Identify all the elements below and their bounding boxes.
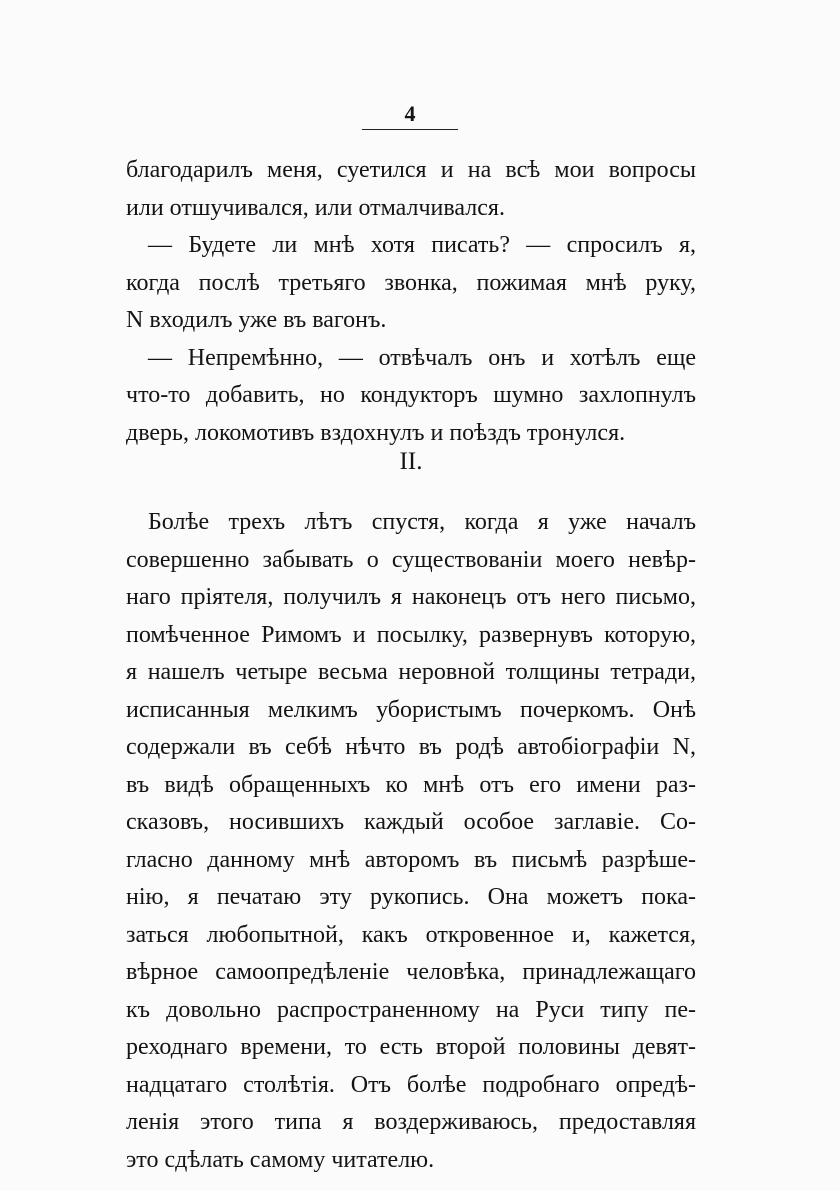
text-line: сказовъ, носившихъ каждый особое заглавіе. Со-: [126, 809, 696, 835]
page-number: 4: [404, 101, 416, 126]
text-line: — Будете ли мнѣ хотя писать? — спросилъ я,: [148, 232, 696, 258]
text-line: содержали въ себѣ нѣчто въ родѣ автобіографіи N,: [126, 734, 696, 760]
text-line: реходнаго времени, то есть второй половины девят-: [126, 1034, 696, 1060]
text-line: что-то добавить, но кондукторъ шумно захлопнулъ: [126, 382, 696, 408]
text-line: заться любопытной, какъ откровенное и, кажется,: [126, 921, 696, 948]
text-line: или отшучивался, или отмалчивался.: [126, 194, 505, 221]
text-line: благодарилъ меня, суетился и на всѣ мои вопросы: [126, 157, 696, 183]
text-line: помѣченное Римомъ и посылку, развернувъ которую,: [126, 621, 696, 648]
page-number-rule: [362, 129, 458, 130]
text-line: къ довольно распространенному на Руси типу пе-: [126, 996, 696, 1023]
text-line: дверь, локомотивъ вздохнулъ и поѣздъ тронулся.: [126, 419, 626, 446]
text-block-1: [126, 152, 696, 452]
text-line: ленія этого типа я воздерживаюсь, предоставляя: [126, 1109, 696, 1135]
text-line: гласно данному мнѣ авторомъ въ письмѣ разрѣше-: [126, 846, 696, 873]
text-line: это сдѣлать самому читателю.: [126, 1146, 435, 1173]
text-line: нію, я печатаю эту рукопись. Она можетъ пока-: [126, 884, 696, 910]
text-line: наго пріятеля, получилъ я наконецъ отъ него письмо,: [126, 584, 696, 610]
section-heading: II.: [399, 448, 423, 475]
text-block-2: [126, 504, 696, 1179]
text-line: надцатаго столѣтія. Отъ болѣе подробнаго опредѣ-: [126, 1071, 696, 1098]
text-line: Болѣе трехъ лѣтъ спустя, когда я уже началъ: [148, 509, 696, 535]
text-line: — Непремѣнно, — отвѣчалъ онъ и хотѣлъ еще: [148, 344, 696, 371]
text-line: исписанныя мелкимъ убористымъ почеркомъ. Онѣ: [126, 696, 696, 723]
text-line: вѣрное самоопредѣленіе человѣка, принадлежащаго: [126, 959, 696, 985]
text-line: когда послѣ третьяго звонка, пожимая мнѣ руку,: [126, 269, 696, 296]
text-line: совершенно забывать о существованіи моего невѣр-: [126, 546, 696, 573]
text-line: въ видѣ обращенныхъ ко мнѣ отъ его имени раз-: [126, 771, 696, 798]
text-line: я нашелъ четыре весьма неровной толщины тетради,: [126, 659, 696, 685]
text-line: N входилъ уже въ вагонъ.: [126, 307, 387, 333]
